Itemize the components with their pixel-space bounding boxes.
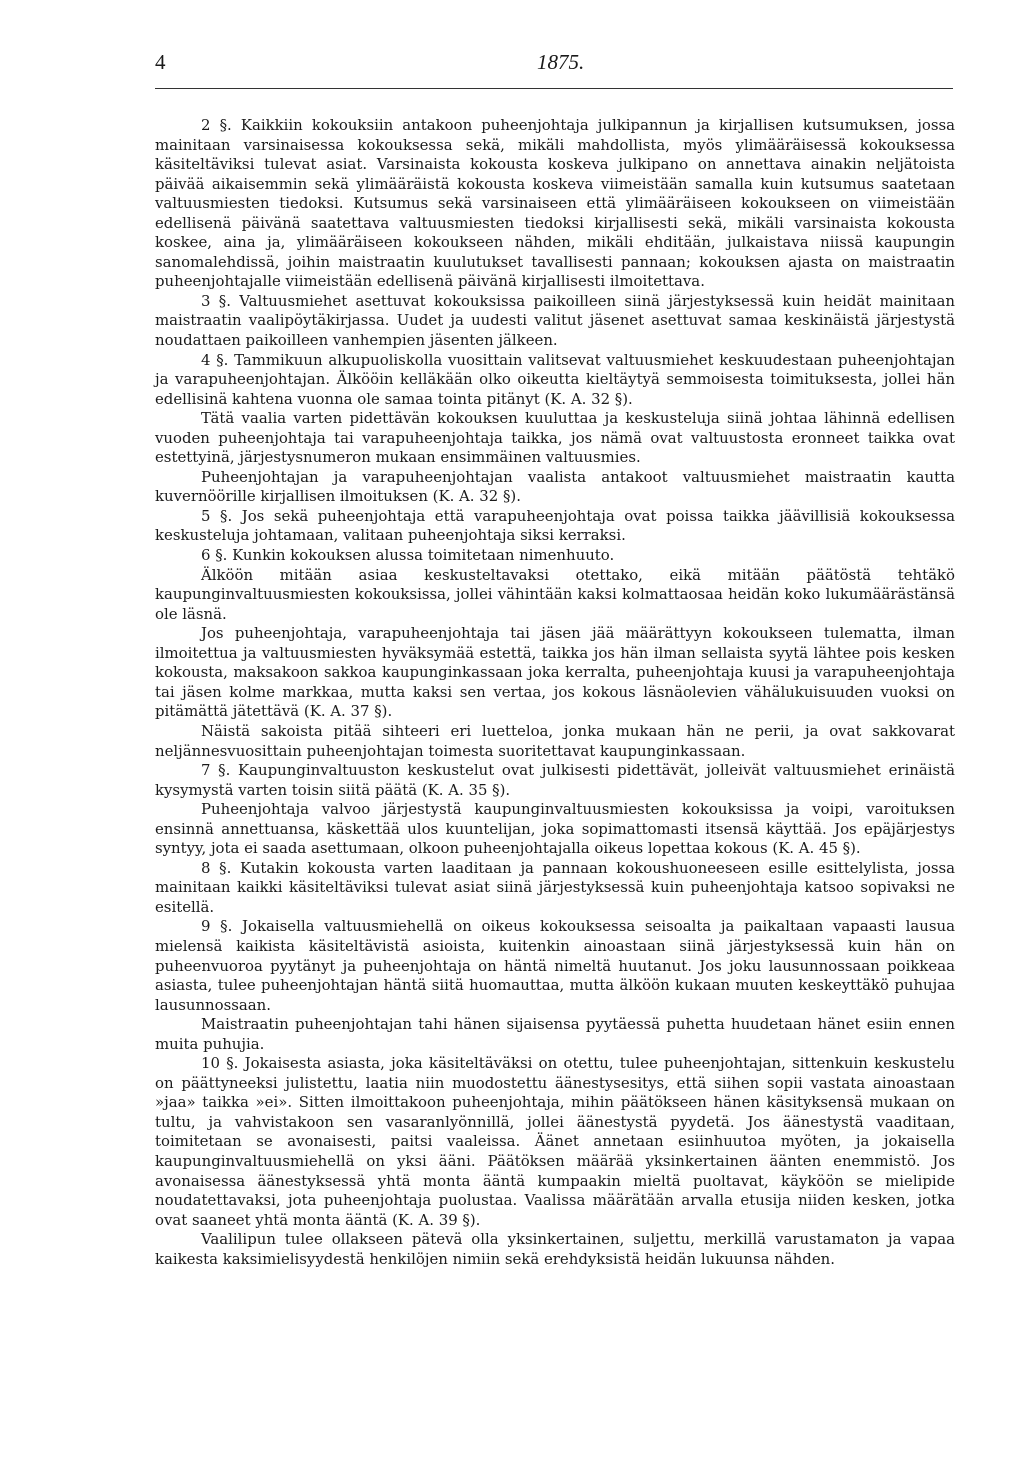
paragraph: Tätä vaalia varten pidettävän kokouksen kuuluttaa ja keskusteluja siinä johtaa lähinnä edellisen vuoden puheenjohtaja tai varapuheenjohtaja taikka, jos nämä ovat valtuustosta eronneet taikka ovat estettyinä, järjestysnumeron mukaan ensimmäinen valtuusmies.	[155, 409, 955, 467]
paragraph-section-8: 8 §. Kutakin kokousta varten laaditaan ja pannaan kokoushuoneeseen esille esittelylista, jossa mainitaan kaikki käsiteltäviksi tulevat asiat siinä järjestyksessä kuin puheenjohtaja katsoo sopivaksi ne esitellä.	[155, 858, 955, 916]
paragraph: Jos puheenjohtaja, varapuheenjohtaja tai jäsen jää määrättyyn kokoukseen tulematta, ilman ilmoitettua ja valtuusmiesten hyväksymää estettä, taikka jos hän ilman sellaista syytä lähtee pois kesken kokousta, maksakoon sakkoa kaupunginkassaan joka kerralta, puheenjohtaja kuusi ja varapuheenjohtaja tai jäsen kolme markkaa, mutta kaksi sen vertaa, jos kokous läsnäolevien vähälukuisuuden vuoksi on pitämättä jätettävä (K. A. 37 §).	[155, 624, 955, 721]
paragraph: Puheenjohtaja valvoo järjestystä kaupunginvaltuusmiesten kokouksissa ja voipi, varoituksen ensinnä annettuansa, käskettää ulos kuuntelijan, joka sopimattomasti itsensä käyttää. Jos epäjärjestys syntyy, jota ei saada asettumaan, olkoon puheenjohtajalla oikeus lopettaa kokous (K. A. 45 §).	[155, 800, 955, 858]
paragraph: Älköön mitään asiaa keskusteltavaksi otettako, eikä mitään päätöstä tehtäkö kaupunginvaltuusmiesten kokouksissa, jollei vähintään kaksi kolmattaosaa heidän koko lukumäärästänsä ole läsnä.	[155, 565, 955, 623]
paragraph: Näistä sakoista pitää sihteeri eri luetteloa, jonka mukaan hän ne perii, ja ovat sakkovarat neljännesvuosittain puheenjohtajan toimesta suoritettavat kaupunginkassaan.	[155, 721, 955, 760]
paragraph: Maistraatin puheenjohtajan tahi hänen sijaisensa pyytäessä puhetta huudetaan hänet esiin ennen muita puhujia.	[155, 1015, 955, 1053]
paragraph-section-2: 2 §. Kaikkiin kokouksiin antakoon puheenjohtaja julkipannun ja kirjallisen kutsumuksen, jossa mainitaan varsinaisessa kokouksessa sekä, mikäli mahdollista, myös ylimääräisessä kokouksessa käsiteltäviksi tulevat asiat. Varsinaista kokousta koskeva julkipano on annettava ainakin neljätoista päivää aikaisemmin sekä ylimääräistä kokousta koskeva viimeistään samalla kuin kutsumus saatetaan valtuusmiesten tiedoksi. Kutsumus sekä varsinaiseen että ylimääräiseen kokoukseen on viimeistään edellisenä päivänä saatettava valtuusmiesten tiedoksi kirjallisesti sekä, mikäli varsinaista kokousta koskee, aina ja, ylimääräiseen kokoukseen nähden, mikäli ehditään, julkaistava niissä kaupungin sanomalehdissä, joihin maistraatin kuulutukset tavallisesti pannaan; kokouksen ajasta on maistraatin puheenjohtajalle viimeistään edellisenä päivänä kirjallisesti ilmoitettava.	[155, 116, 955, 291]
paragraph-section-4: 4 §. Tammikuun alkupuoliskolla vuosittain valitsevat valtuusmiehet keskuudestaan puheenjohtajan ja varapuheenjohtajan. Älkööin kelläkään olko oikeutta kieltäytyä semmoisesta toimituksesta, jollei hän edellisinä kahtena vuonna ole samaa tointa pitänyt (K. A. 32 §).	[155, 350, 955, 408]
paragraph-section-3: 3 §. Valtuusmiehet asettuvat kokouksissa paikoilleen siinä järjestyksessä kuin heidät mainitaan maistraatin vaalipöytäkirjassa. Uudet ja uudesti valitut jäsenet asettuvat samaa keskinäistä järjestystä noudattaen paikoilleen vanhempien jäsenten jälkeen.	[155, 291, 955, 350]
paragraph: Vaalilipun tulee ollakseen pätevä olla yksinkertainen, suljettu, merkillä varustamaton ja vapaa kaikesta kaksimielisyydestä henkilöjen nimiin sekä erehdyksistä heidän lukuunsa nähden.	[155, 1230, 955, 1268]
header-rule	[155, 88, 953, 89]
body-text	[155, 116, 955, 1269]
running-head-year: 1875.	[537, 50, 585, 74]
paragraph-section-6: 6 §. Kunkin kokouksen alussa toimitetaan nimenhuuto.	[201, 546, 615, 565]
paragraph-section-10: 10 §. Jokaisesta asiasta, joka käsiteltäväksi on otettu, tulee puheenjohtajan, sittenkuin keskustelu on päättyneeksi julistettu, laatia niin muodostettu äänestysesitys, että siihen sopii vastata ainoastaan »jaa» taikka »ei». Sitten ilmoittakoon puheenjohtaja, mihin päätökseen hänen käsityksensä mukaan on tultu, ja vahvistakoon sen vasaranlyönnillä, jollei äänestystä pyydetä. Jos äänestystä vaaditaan, toimitetaan se avonaisesti, paitsi vaaleissa. Äänet annetaan esiinhuutoa myöten, ja jokaisella kaupunginvaltuusmiehellä on yksi ääni. Päätöksen määrää yksinkertainen äänten enemmistö. Jos avonaisessa äänestyksessä yhtä monta ääntä kumpaakin mieltä puoltavat, käyköön se mielipide noudatettavaksi, jota puheenjohtaja puolustaa. Vaalissa määrätään arvalla etusija niiden kesken, jotka ovat saaneet yhtä monta ääntä (K. A. 39 §).	[155, 1054, 955, 1229]
paragraph-section-9: 9 §. Jokaisella valtuusmiehellä on oikeus kokouksessa seisoalta ja paikaltaan vapaasti lausua mielensä kaikista käsiteltävistä asioista, kuitenkin ainoastaan siinä järjestyksessä kuin hän on puheenvuoroa pyytänyt ja puheenjohtaja on häntä nimeltä huutanut. Jos joku lausunnossaan poikkeaa asiasta, tulee puheenjohtajan häntä siitä huomauttaa, mutta älköön kukaan muuten keskeyttäkö puhujaa lausunnossaan.	[155, 917, 955, 1014]
paragraph-section-5: 5 §. Jos sekä puheenjohtaja että varapuheenjohtaja ovat poissa taikka jäävillisiä kokouksessa keskusteluja johtamaan, valitaan puheenjohtaja siksi kerraksi.	[155, 506, 955, 545]
page-header	[155, 46, 955, 86]
paragraph-section-7: 7 §. Kaupunginvaltuuston keskustelut ovat julkisesti pidettävät, jolleivät valtuusmiehet erinäistä kysymystä varten toisin siitä päätä (K. A. 35 §).	[155, 761, 955, 799]
paragraph: Puheenjohtajan ja varapuheenjohtajan vaalista antakoot valtuusmiehet maistraatin kautta kuvernöörille kirjallisen ilmoituksen (K. A. 32 §).	[155, 467, 955, 506]
page-number: 4	[155, 50, 166, 74]
document-page	[155, 46, 955, 1269]
